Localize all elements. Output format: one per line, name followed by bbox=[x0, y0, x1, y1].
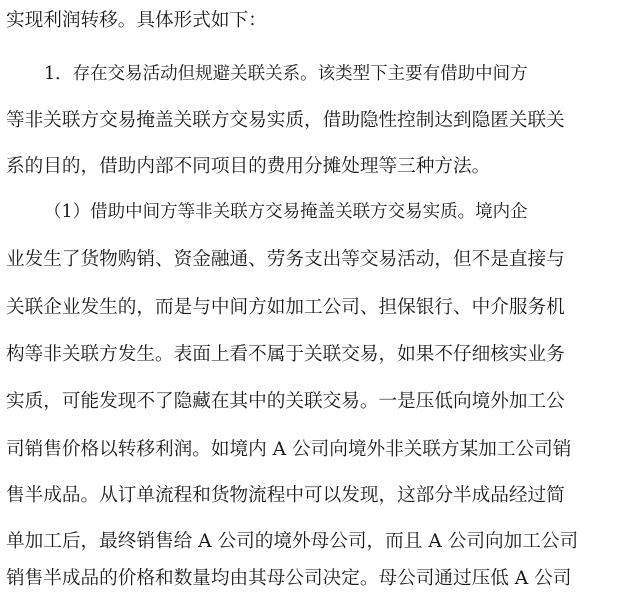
text-line: 司销售价格以转移利润。如境内 A 公司向境外非关联方某加工公司销 bbox=[6, 439, 572, 460]
text-line: 业发生了货物购销、资金融通、劳务支出等交易活动，但不是直接与 bbox=[6, 249, 565, 270]
text-line: 实现利润转移。具体形式如下： bbox=[6, 10, 267, 31]
text-line: 售半成品。从订单流程和货物流程中可以发现，这部分半成品经过简 bbox=[6, 485, 565, 506]
text-line: 构等非关联方发生。表面上看不属于关联交易，如果不仔细核实业务 bbox=[6, 344, 565, 365]
text-line: 关联企业发生的，而是与中间方如加工公司、担保银行、中介服务机 bbox=[6, 297, 565, 318]
text-line: 单加工后，最终销售给 A 公司的境外母公司，而且 A 公司向加工公司 bbox=[6, 531, 579, 552]
text-line: 系的目的，借助内部不同项目的费用分摊处理等三种方法。 bbox=[6, 156, 491, 177]
list-item-heading: 1．存在交易活动但规避关联关系。该类型下主要有借助中间方 bbox=[44, 64, 528, 84]
text-line: 销售半成品的价格和数量均由其母公司决定。母公司通过压低 A 公司 bbox=[6, 568, 572, 589]
text-line: 实质，可能发现不了隐藏在其中的关联交易。一是压低向境外加工公 bbox=[6, 391, 565, 412]
sub-item-heading: （1）借助中间方等非关联方交易掩盖关联方交易实质。境内企 bbox=[44, 202, 528, 222]
text-line: 等非关联方交易掩盖关联方交易实质，借助隐性控制达到隐匿关联关 bbox=[6, 110, 565, 131]
